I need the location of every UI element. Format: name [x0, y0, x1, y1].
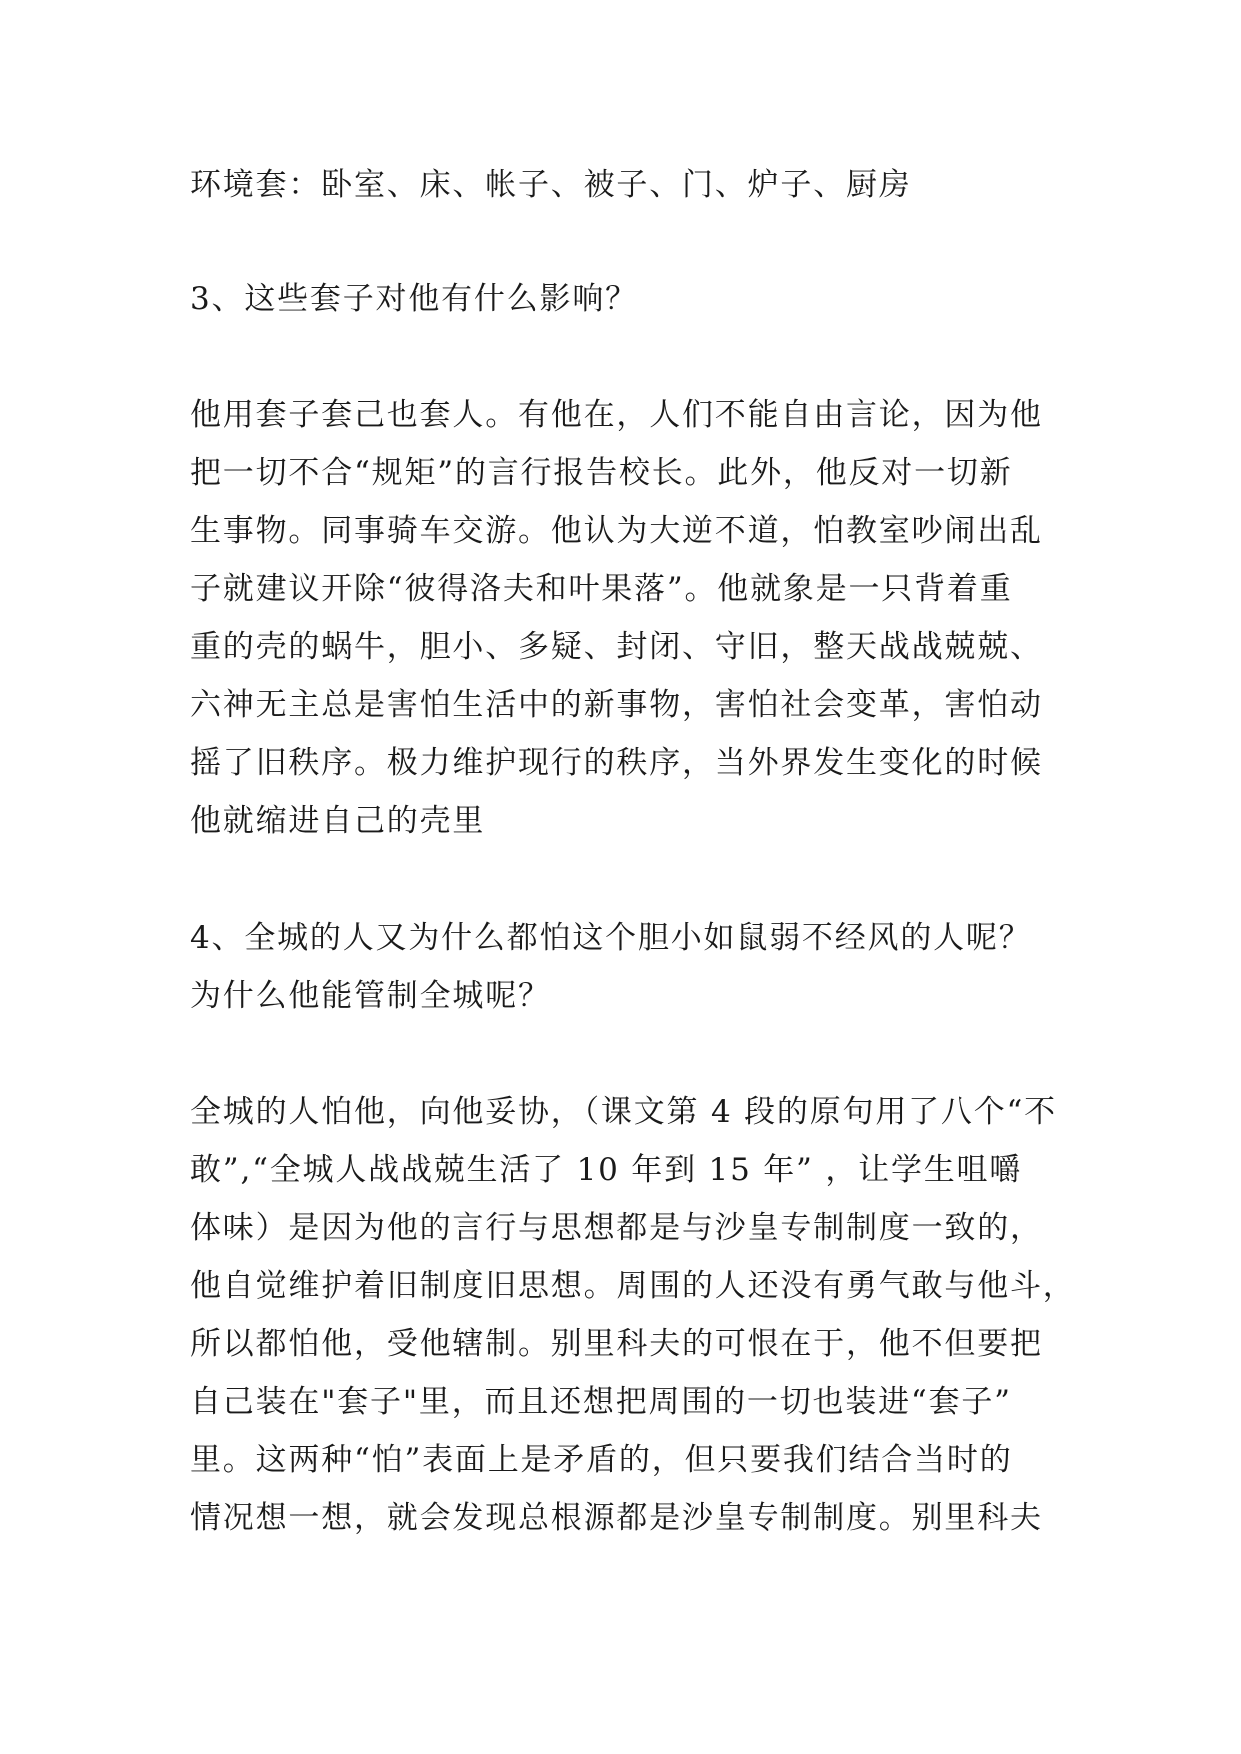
text-line: 他自觉维护着旧制度旧思想。周围的人还没有勇气敢与他斗， — [190, 1268, 1076, 1304]
text-line: 摇了旧秩序。极力维护现行的秩序，当外界发生变化的时候 — [190, 745, 1043, 781]
text-line: 把一切不合“规矩”的言行报告校长。此外，他反对一切新 — [190, 455, 1013, 491]
text-line: 重的壳的蜗牛，胆小、多疑、封闭、守旧，整天战战兢兢、 — [190, 629, 1043, 665]
text-line: 所以都怕他，受他辖制。别里科夫的可恨在于，他不但要把 — [190, 1326, 1043, 1362]
text-line: 情况想一想，就会发现总根源都是沙皇专制制度。别里科夫 — [190, 1500, 1043, 1536]
text-line: 自己装在"套子"里，而且还想把周围的一切也装进“套子” — [190, 1384, 1012, 1420]
text-line: 子就建议开除“彼得洛夫和叶果落”。他就象是一只背着重 — [190, 571, 1013, 607]
text-line: 生事物。同事骑车交游。他认为大逆不道，怕教室吵闹出乱 — [190, 513, 1043, 549]
text-line: 里。这两种“怕”表面上是矛盾的，但只要我们结合当时的 — [190, 1442, 1013, 1478]
text-line: 敢”,“全城人战战兢生活了 10 年到 15 年” ，让学生咀嚼 — [190, 1152, 1023, 1188]
question-3: 3、这些套子对他有什么影响？ — [190, 281, 638, 317]
question-4-cont: 为什么他能管制全城呢？ — [190, 978, 551, 1014]
text-line: 体味）是因为他的言行与思想都是与沙皇专制制度一致的， — [190, 1210, 1043, 1246]
text-line: 六神无主总是害怕生活中的新事物，害怕社会变革，害怕动 — [190, 687, 1043, 723]
question-4: 4、全城的人又为什么都怕这个胆小如鼠弱不经风的人呢？ — [190, 920, 1032, 956]
text-line: 他用套子套己也套人。有他在，人们不能自由言论，因为他 — [190, 397, 1043, 433]
text-line: 他就缩进自己的壳里 — [190, 803, 486, 839]
text-line: 全城的人怕他，向他妥协，（课文第 4 段的原句用了八个“不 — [190, 1094, 1057, 1130]
text-line: 环境套：卧室、床、帐子、被子、门、炉子、厨房 — [190, 167, 912, 203]
